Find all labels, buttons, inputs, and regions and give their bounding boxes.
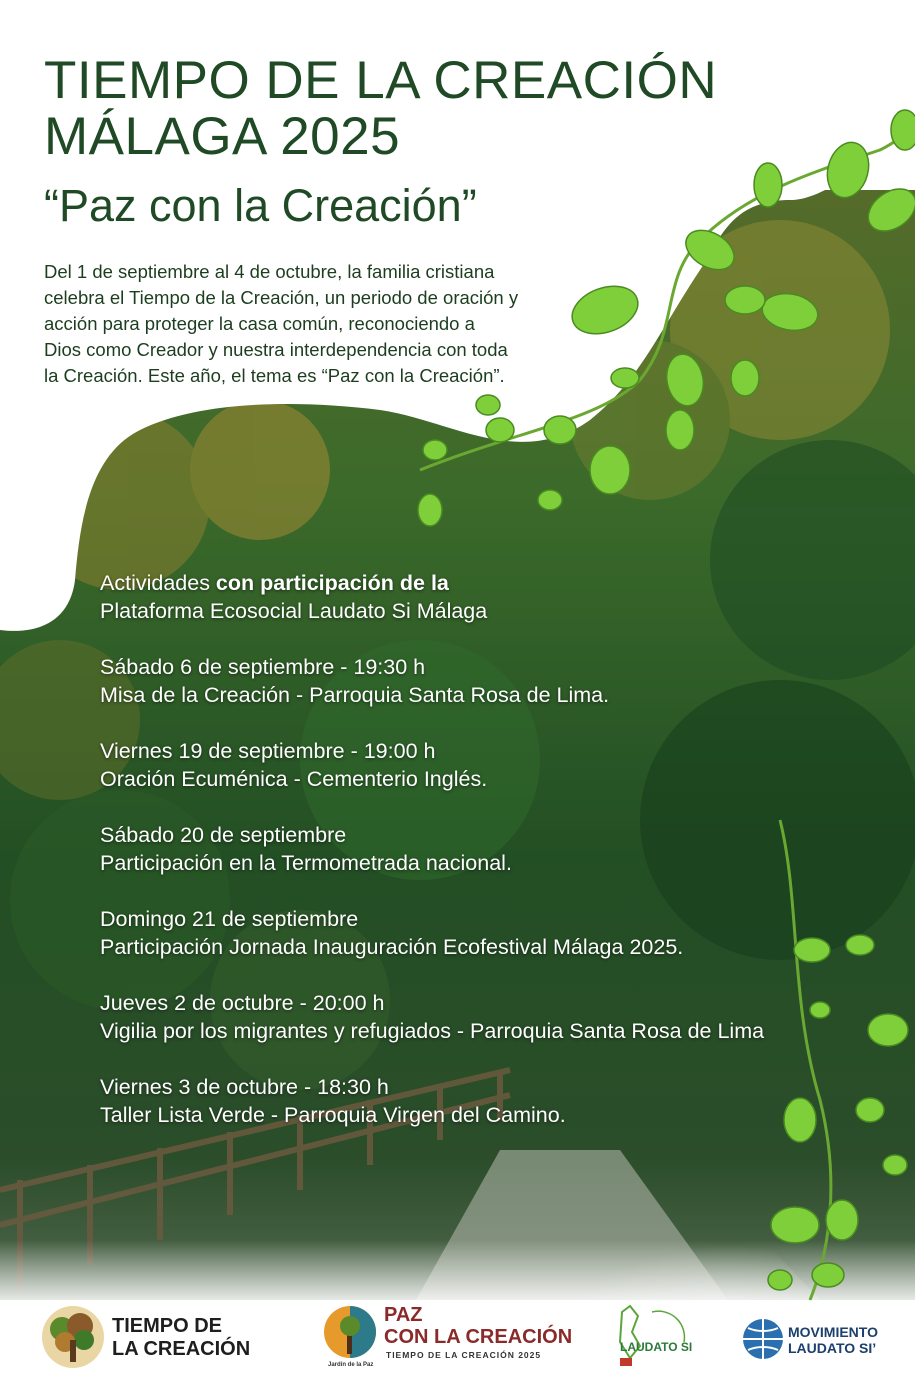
event-item	[100, 821, 880, 877]
intro-line: Dios como Creador y nuestra interdependencia con toda	[44, 339, 508, 360]
tree-logo-icon	[40, 1304, 106, 1370]
event-when: Sábado 6 de septiembre - 19:30 h	[100, 655, 426, 679]
event-when: Jueves 2 de octubre - 20:00 h	[100, 991, 385, 1015]
event-item	[100, 1073, 880, 1129]
event-what: Oración Ecuménica - Cementerio Inglés.	[100, 767, 488, 791]
title-line-2: MÁLAGA 2025	[44, 107, 401, 166]
logo-tiempo-line2: LA CREACIÓN	[112, 1338, 251, 1360]
event-what: Misa de la Creación - Parroquia Santa Rosa de Lima.	[100, 683, 610, 707]
intro-paragraph	[44, 259, 604, 389]
sun-tree-logo-icon	[322, 1304, 378, 1360]
event-item	[100, 737, 880, 793]
logo-paz-caption: Jardín de la Paz	[328, 1362, 374, 1368]
title-line-1: TIEMPO DE LA CREACIÓN	[44, 51, 718, 110]
intro-line: la Creación. Este año, el tema es “Paz con la Creación”.	[44, 365, 505, 386]
event-when: Sábado 20 de septiembre	[100, 823, 347, 847]
event-what: Participación en la Termometrada nacional.	[100, 851, 512, 875]
event-item	[100, 989, 880, 1045]
event-what: Taller Lista Verde - Parroquia Virgen del Camino.	[100, 1103, 566, 1127]
activities-list	[100, 569, 880, 1129]
activities-header-bold: con participación de la	[215, 571, 449, 595]
intro-line: celebra el Tiempo de la Creación, un periodo de oración y	[44, 287, 519, 308]
logo-movimiento-line2: LAUDATO SI’	[788, 1340, 877, 1356]
intro-line: acción para proteger la casa común, reconociendo a	[44, 313, 475, 334]
activities-header	[100, 569, 880, 597]
logos-footer	[0, 1290, 915, 1400]
logo-tiempo-line1: TIEMPO DE	[112, 1315, 223, 1337]
event-item	[100, 905, 880, 961]
logo-laudato-text: LAUDATO SI	[620, 1340, 693, 1354]
logo-paz-line2: CON LA CREACIÓN	[384, 1326, 573, 1348]
event-what: Participación Jornada Inauguración Ecofestival Málaga 2025.	[100, 935, 684, 959]
event-when: Viernes 3 de octubre - 18:30 h	[100, 1075, 389, 1099]
intro-line: Del 1 de septiembre al 4 de octubre, la familia cristiana	[44, 261, 495, 282]
event-when: Viernes 19 de septiembre - 19:00 h	[100, 739, 436, 763]
event-item	[100, 653, 880, 709]
logo-paz-line3: TIEMPO DE LA CREACIÓN 2025	[386, 1350, 542, 1360]
logo-paz-line1: PAZ	[384, 1304, 423, 1326]
activities-header-line2: Plataforma Ecosocial Laudato Si Málaga	[100, 599, 488, 623]
globe-logo-icon	[742, 1318, 784, 1360]
activities-header-normal: Actividades	[100, 571, 216, 595]
logo-movimiento-line1: MOVIMIENTO	[788, 1324, 878, 1340]
laudato-si-logo-icon	[612, 1302, 692, 1368]
event-what: Vigilia por los migrantes y refugiados - Parroquia Santa Rosa de Lima	[100, 1019, 765, 1043]
event-when: Domingo 21 de septiembre	[100, 907, 359, 931]
subtitle: “Paz con la Creación”	[44, 180, 477, 231]
